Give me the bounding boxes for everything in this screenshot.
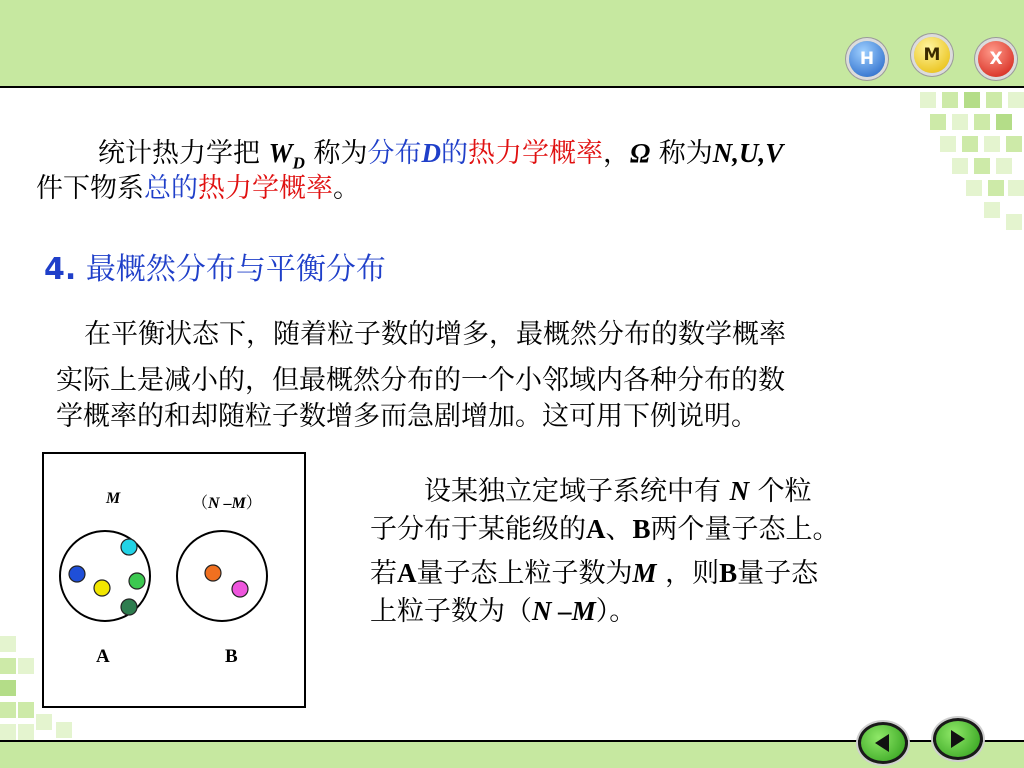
paragraph-2-line-1: 在平衡状态下，随着粒子数的增多，最概然分布的数学概率 [84,319,786,350]
exit-button-label: X [989,49,1003,69]
paragraph-3-line-1: 设某独立定域子系统中有 N 个粒 [424,476,812,507]
paragraph-2-line-3: 学概率的和却随粒子数增多而急剧增加。这可用下例说明。 [56,401,758,432]
particle-yellow [94,580,110,596]
next-slide-button[interactable] [933,718,983,760]
particle-cyan [121,539,137,555]
label-n-minus-m: （N –M） [192,495,262,512]
label-a: A [96,646,110,667]
label-b: B [225,646,238,667]
exit-button[interactable] [978,41,1014,77]
paragraph-1-line-1: 统计热力学把 $W_D$ 称为分布D的热力学概率，Ω 称为N,U,V [98,138,784,173]
section-heading: 4. 最概然分布与平衡分布 [44,252,386,287]
home-button-label: H [859,49,875,69]
paragraph-2-line-2: 实际上是减小的，但最概然分布的一个小邻域内各种分布的数 [56,365,785,396]
menu-button-label: M [923,45,941,65]
label-m: M [106,490,121,507]
particle-pink [232,581,248,597]
particle-diagram [42,452,306,708]
previous-slide-button[interactable] [858,722,908,764]
triangle-right-icon [948,729,966,749]
paragraph-3-line-4: 上粒子数为（N –M）。 [370,596,637,627]
paragraph-1-line-2: 件下物系总的热力学概率。 [36,173,360,204]
paragraph-3-line-3: 若A量子态上粒子数为M ，则B量子态 [370,558,819,589]
paragraph-3-line-2: 子分布于某能级的A、B两个量子态上。 [370,514,840,545]
particle-blue [69,566,85,582]
home-button[interactable] [849,41,885,77]
header-divider [0,86,1024,88]
diagram-drawing [44,454,304,706]
particle-green [129,573,145,589]
particle-orange [205,565,221,581]
menu-button[interactable] [914,37,950,73]
triangle-left-icon [873,733,891,753]
state-b-circle [177,531,267,621]
particle-darkgreen [121,599,137,615]
